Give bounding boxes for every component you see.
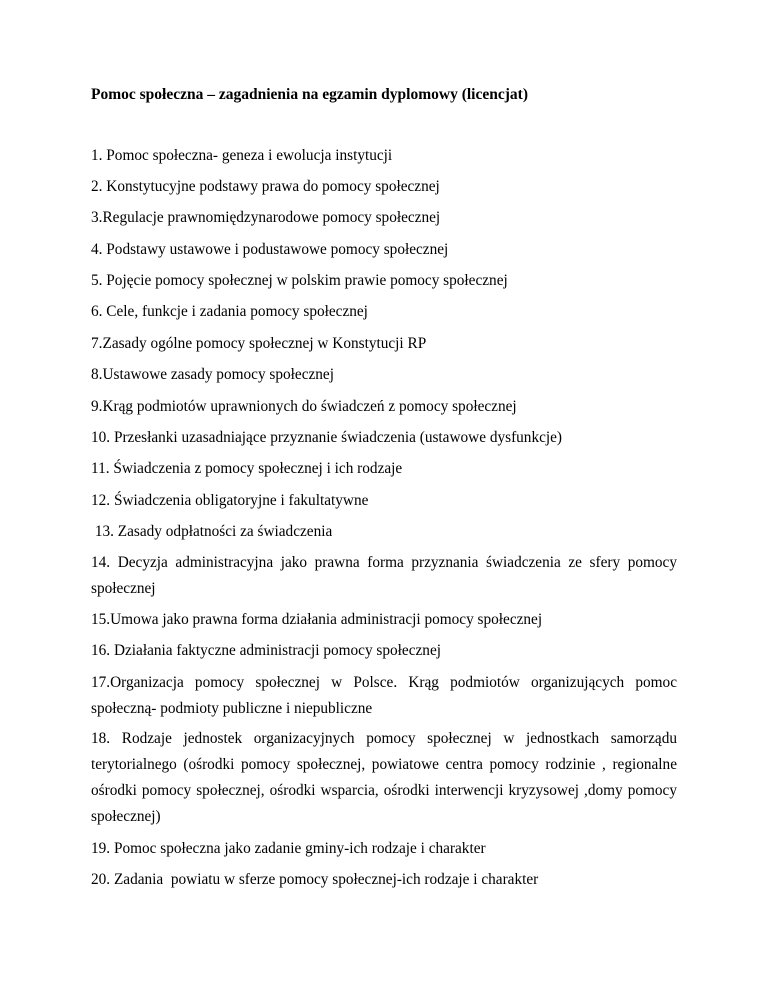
list-item-6: 6. Cele, funkcje i zadania pomocy społecznej [91,303,368,320]
list-item-12: 12. Świadczenia obligatoryjne i fakultatywne [91,492,369,509]
list-item-17: 17.Organizacja pomocy społecznej w Polsce. Krąg podmiotów organizujących pomoc społeczną- podmioty publiczne i niepubliczne [91,674,677,717]
list-item-7: 7.Zasady ogólne pomocy społecznej w Konstytucji RP [91,335,427,352]
list-item-1: 1. Pomoc społeczna- geneza i ewolucja instytucji [91,147,393,164]
list-item-14: 14. Decyzja administracyjna jako prawna forma przyznania świadczenia ze sfery pomocy społecznej [91,554,677,597]
list-item-5: 5. Pojęcie pomocy społecznej w polskim prawie pomocy społecznej [91,272,508,289]
list-item-2: 2. Konstytucyjne podstawy prawa do pomocy społecznej [91,178,440,195]
list-item-16: 16. Działania faktyczne administracji pomocy społecznej [91,642,441,659]
list-item-9: 9.Krąg podmiotów uprawnionych do świadczeń z pomocy społecznej [91,398,517,415]
list-item-8: 8.Ustawowe zasady pomocy społecznej [91,366,334,383]
list-item-3: 3.Regulacje prawnomiędzynarodowe pomocy społecznej [91,209,441,226]
document-title: Pomoc społeczna – zagadnienia na egzamin dyplomowy (licencjat) [91,86,528,103]
list-item-4: 4. Podstawy ustawowe i podustawowe pomocy społecznej [91,241,449,258]
list-item-19: 19. Pomoc społeczna jako zadanie gminy-ich rodzaje i charakter [91,840,486,857]
list-item-10: 10. Przesłanki uzasadniające przyznanie świadczenia (ustawowe dysfunkcje) [91,429,563,446]
list-item-15: 15.Umowa jako prawna forma działania administracji pomocy społecznej [91,611,543,628]
list-item-11: 11. Świadczenia z pomocy społecznej i ich rodzaje [91,460,403,477]
list-item-13: 13. Zasady odpłatności za świadczenia [91,523,333,540]
list-item-18: 18. Rodzaje jednostek organizacyjnych pomocy społecznej w jednostkach samorządu terytorialnego (ośrodki pomocy społecznej, powiatowe centra pomocy rodzinie , regionalne ośrodki pomocy społecznej, ośrodki wsparcia, ośrodki interwencji kryzysowej ,domy pomocy społecznej) [91,730,677,825]
list-item-20: 20. Zadania powiatu w sferze pomocy społecznej-ich rodzaje i charakter [91,871,539,888]
